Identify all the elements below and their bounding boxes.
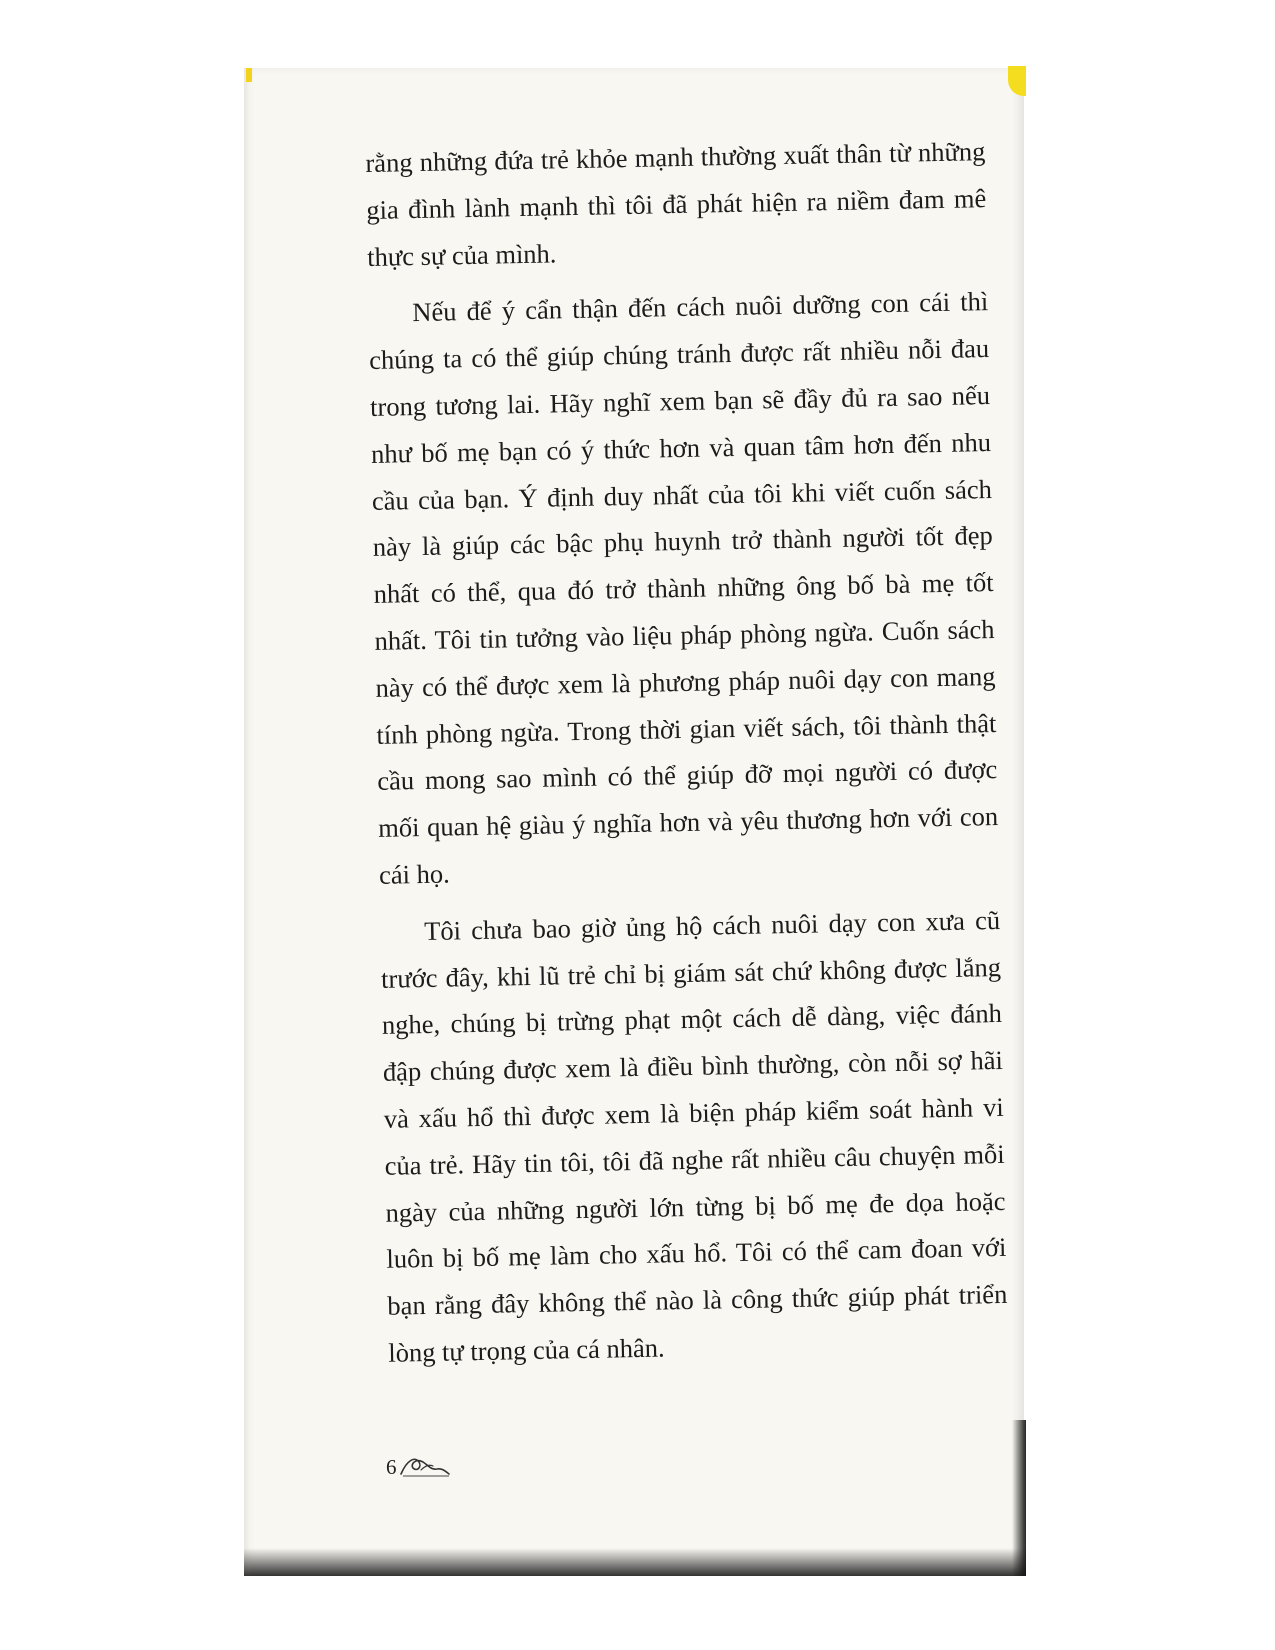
page-bottom-shadow (244, 1548, 1026, 1576)
paragraph-continued: rằng những đứa trẻ khỏe mạnh thường xuất thân từ những gia đình lành mạnh thì tôi đã phát hiện ra niềm đam mê thực sự của mình. (365, 136, 987, 272)
yellow-cover-edge-left (246, 68, 252, 82)
decorative-swirl-icon (399, 1450, 451, 1478)
page-left-edge (244, 68, 250, 1576)
paragraph: Tôi chưa bao giờ ủng hộ cách nuôi dạy con xưa cũ trước đây, khi lũ trẻ chỉ bị giám sát chứ không được lắng nghe, chúng bị trừng phạt một cách dễ dàng, việc đánh đập chúng được xem là điều bình thường, còn nỗi sợ hãi và xấu hổ thì được xem là biện pháp kiểm soát hành vi của trẻ. Hãy tin tôi, tôi đã nghe rất nhiều câu chuyện mỗi ngày của những người lớn từng bị bố mẹ đe dọa hoặc luôn bị bố mẹ làm cho xấu hổ. Tôi có thể cam đoan với bạn rằng đây không thể nào là công thức giúp phát triển lòng tự trọng của cá nhân. (380, 904, 1008, 1368)
page-footer (386, 1438, 451, 1478)
page-number: 6 (386, 1455, 397, 1479)
paragraph: Nếu để ý cẩn thận đến cách nuôi dưỡng con cái thì chúng ta có thể giúp chúng tránh được rất nhiều nỗi đau trong tương lai. Hãy nghĩ xem bạn sẽ đầy đủ ra sao nếu như bố mẹ bạn có ý thức hơn và quan tâm hơn đến nhu cầu của bạn. Ý định duy nhất của tôi khi viết cuốn sách này là giúp các bậc phụ huynh trở thành người tốt đẹp nhất có thể, qua đó trở thành những ông bố bà mẹ tốt nhất. Tôi tin tưởng vào liệu pháp phòng ngừa. Cuốn sách này có thể được xem là phương pháp nuôi dạy con mang tính phòng ngừa. Trong thời gian viết sách, tôi thành thật cầu mong sao mình có thể giúp đỡ mọi người có được mối quan hệ giàu ý nghĩa hơn và yêu thương hơn với con cái họ. (368, 286, 999, 890)
body-text (365, 128, 1009, 1376)
